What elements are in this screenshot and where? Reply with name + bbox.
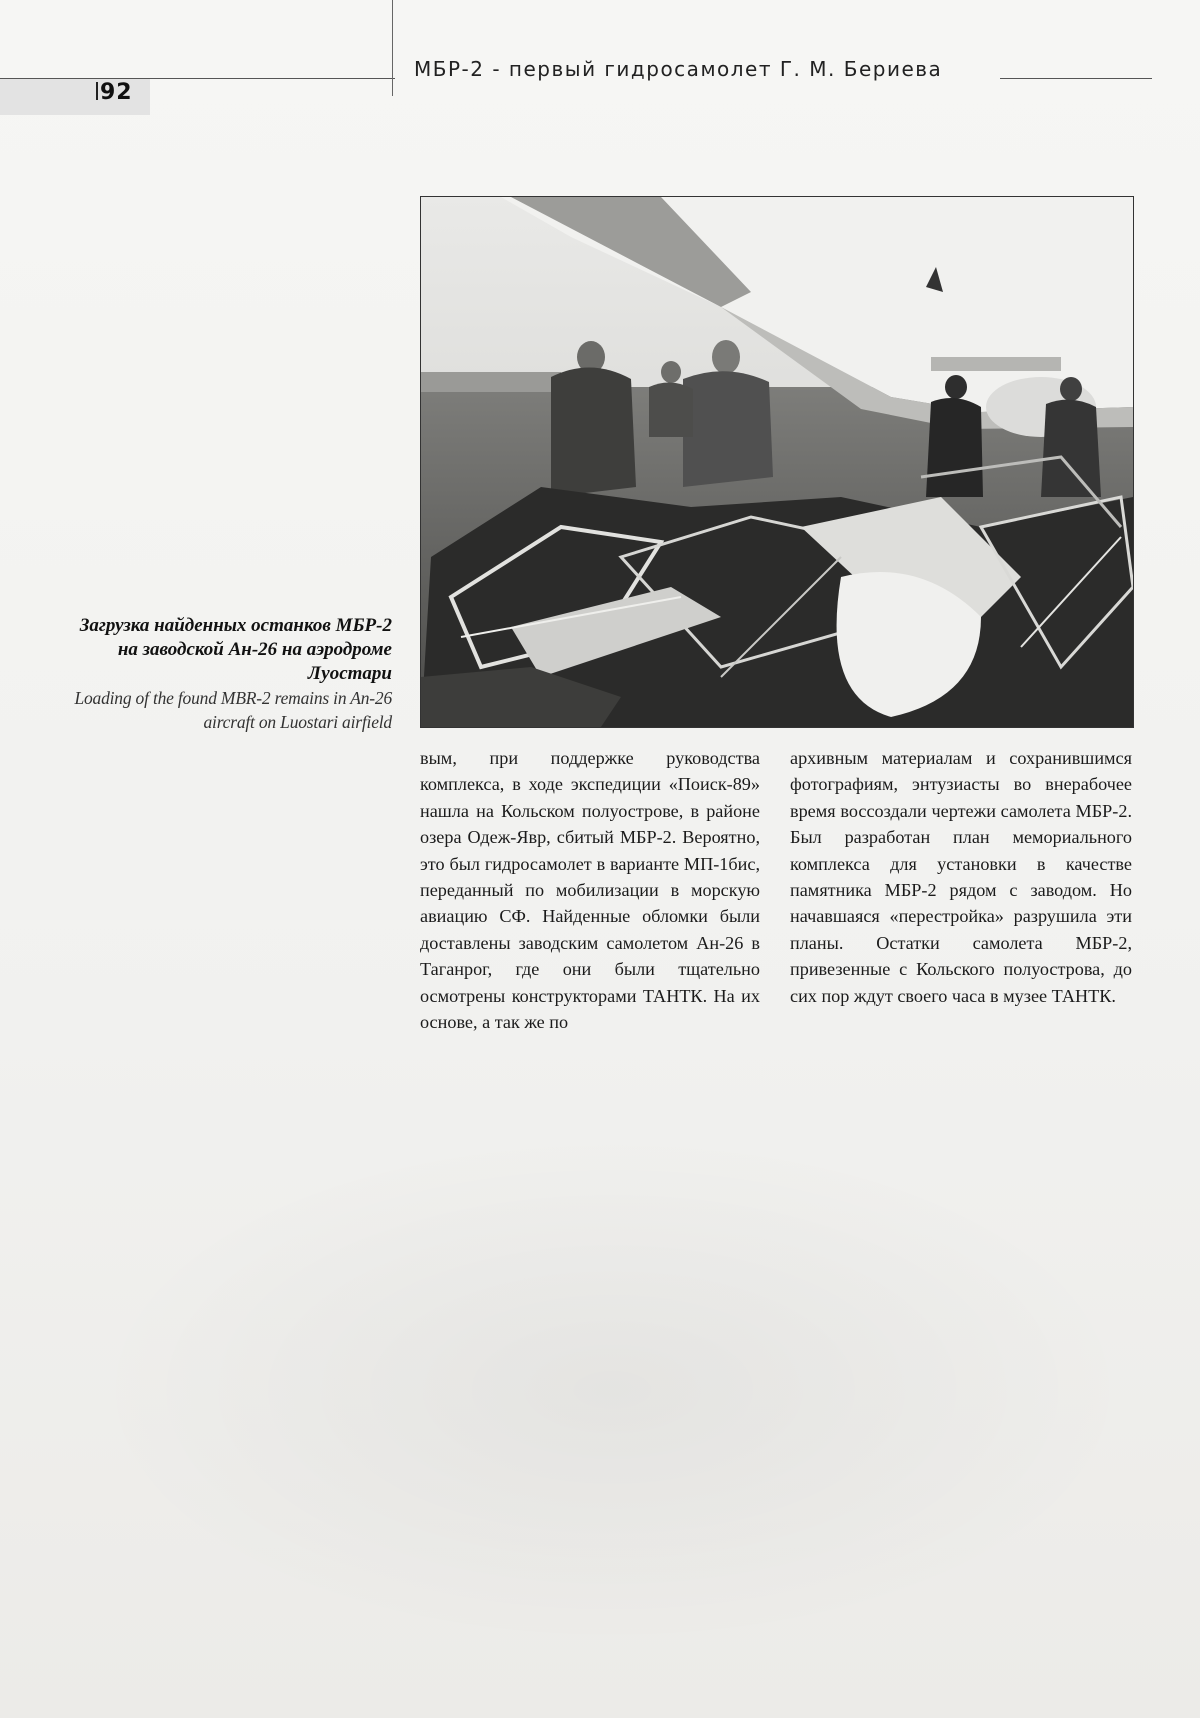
- photo-illustration: [421, 197, 1133, 727]
- body-column-left: вым, при поддержке руководства комплекса, в ходе экспедиции «Поиск-89» нашла на Кольском полуострове, в районе озера Одеж-Явр, сбитый МБР-2. Вероятно, это был гидросамолет в варианте МП-1бис, переданный по мобилизации в морскую авиацию СФ. Найденные обломки были доставлены заводским самолетом Ан-26 в Таганрог, где они были тщательно осмотрены конструкторами ТАНТК. На их основе, а так же по: [420, 748, 760, 1033]
- photo-an26-loading-wreckage: [420, 196, 1134, 728]
- header-vertical-rule: [392, 0, 393, 96]
- figure-caption: [60, 614, 392, 734]
- page-number: 92: [100, 80, 133, 105]
- running-title: МБР-2 - первый гидросамолет Г. М. Бериева: [414, 57, 943, 81]
- header-rule-right: [1000, 78, 1152, 79]
- caption-english: Loading of the found MBR-2 remains in An-26 aircraft on Luostari airfield: [74, 688, 392, 732]
- bleed-through-shadow: [85, 1130, 1140, 1650]
- caption-russian: Загрузка найденных останков МБР-2 на заводской Ан-26 на аэродроме Луостари: [79, 615, 392, 684]
- body-column-right: архивным материалам и сохранившимся фотографиям, энтузиасты во внерабочее время воссоздали чертежи самолета МБР-2. Был разработан план мемориального комплекса для установки в качестве памятника МБР-2 рядом с заводом. Но начавшаяся «перестройка» разрушила эти планы. Остатки самолета МБР-2, привезенные с Кольского полуострова, до сих пор ждут своего часа в музее ТАНТК.: [790, 748, 1132, 1006]
- page-number-marker: [96, 82, 98, 100]
